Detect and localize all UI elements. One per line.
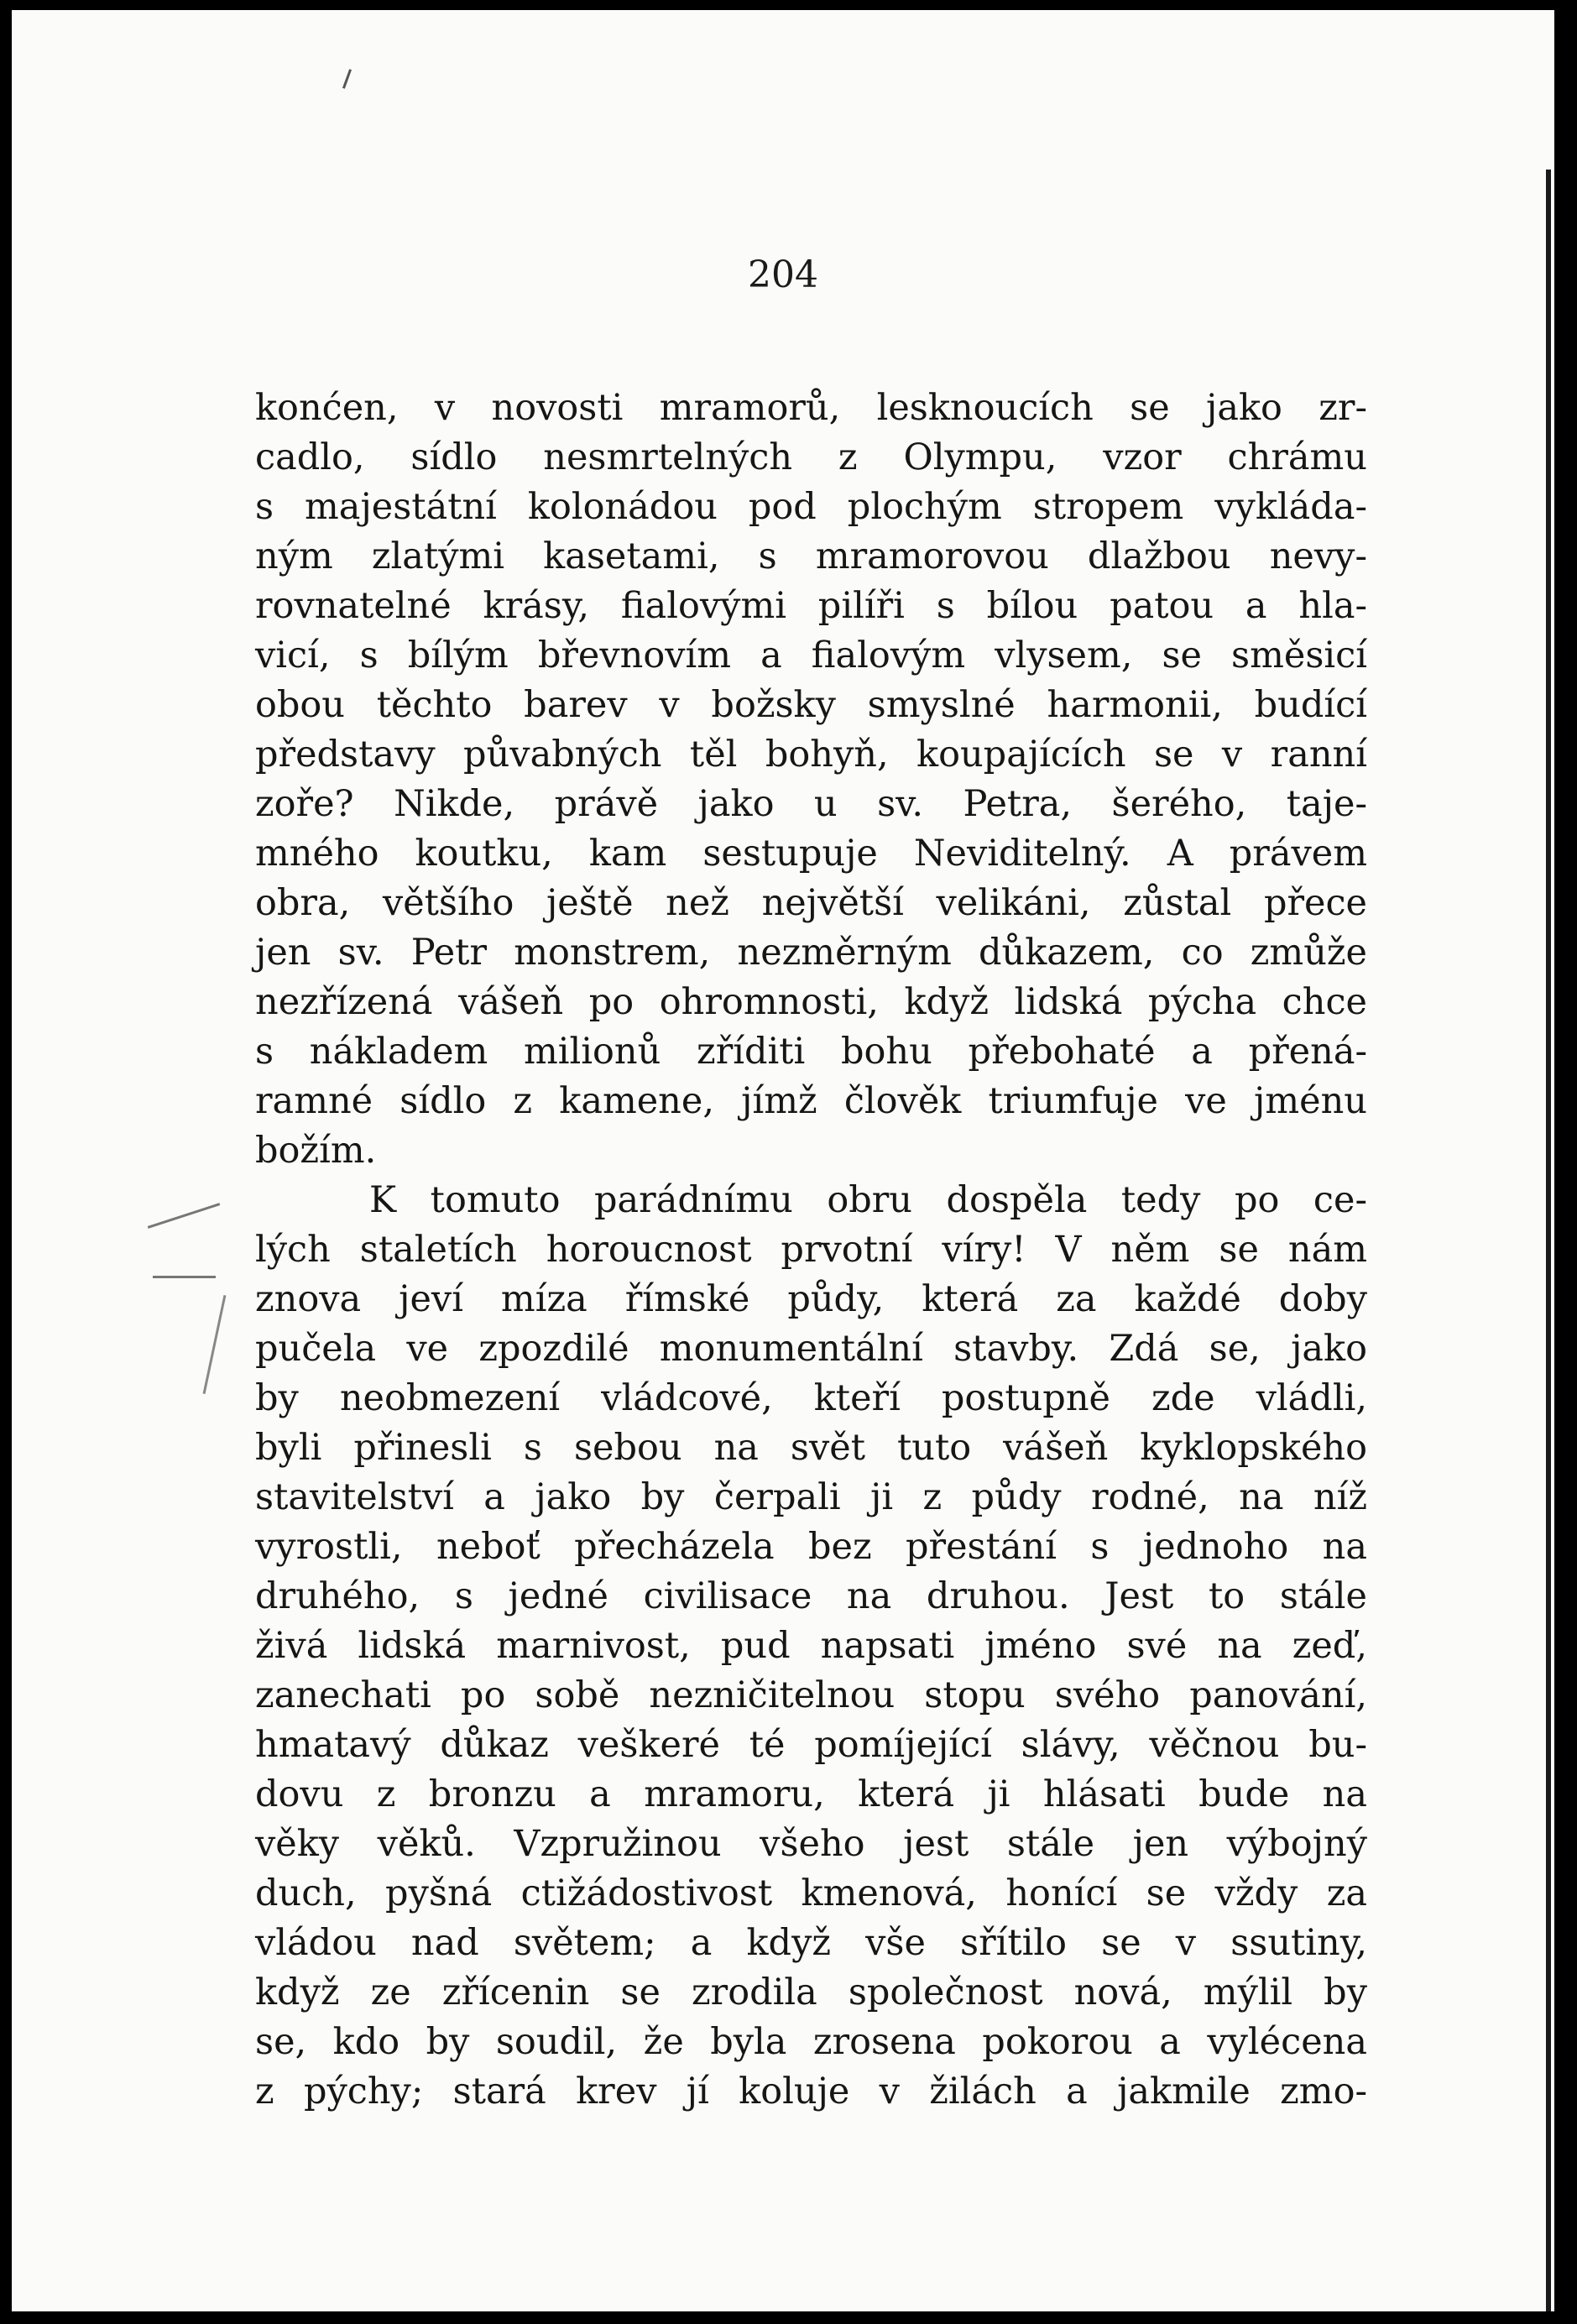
text-line: K tomuto parádnímu obru dospěla tedy po ce- [369,1179,1367,1221]
text-line: vicí, s bílým břevnovím a fialovým vlysem, se směsicí [255,635,1367,676]
text-line: vládou nad světem; a když vše sřítilo se v ssutiny, [255,1922,1367,1964]
text-line: věky věků. Vzpružinou všeho jest stále jen výbojný [255,1823,1367,1865]
text-line: ramné sídlo z kamene, jímž člověk triumfuje ve jménu [255,1080,1367,1122]
text-line: s nákladem milionů zříditi bohu přebohaté a přená- [255,1031,1367,1073]
text-line: znova jeví míza římské půdy, která za každé doby [255,1278,1367,1320]
text-line: druhého, s jedné civilisace na druhou. Jest to stále [255,1575,1367,1617]
text-line: byli přinesli s sebou na svět tuto vášeň kyklopského [255,1427,1367,1469]
paragraph-1 [255,384,1367,1176]
margin-mark [203,1295,227,1394]
text-line: obra, většího ještě než největší velikáni, zůstal přece [255,882,1367,924]
text-line: z pýchy; stará krev jí koluje v žilách a jakmile zmo- [255,2071,1367,2112]
text-line: by neobmezení vládcové, kteří postupně zde vládli, [255,1377,1367,1419]
text-line: nezřízená vášeň po ohromnosti, když lidská pýcha chce [255,981,1367,1023]
text-line: vyrostli, neboť přecházela bez přestání s jednoho na [255,1526,1367,1568]
text-line: se, kdo by soudil, že byla zrosena pokorou a vylécena [255,2021,1367,2063]
text-line: ným zlatými kasetami, s mramorovou dlažbou nevy- [255,535,1367,577]
text-line: obou těchto barev v božsky smyslné harmonii, budící [255,684,1367,726]
text-line: duch, pyšná ctižádostivost kmenová, honící se vždy za [255,1872,1367,1914]
text-line: stavitelství a jako by čerpali ji z půdy rodné, na níž [255,1476,1367,1518]
scan-border [1554,10,1577,2311]
page-number: 204 [748,253,818,296]
text-line: pučela ve zpozdilé monumentální stavby. Zdá se, jako [255,1328,1367,1370]
text-line: cadlo, sídlo nesmrtelných z Olympu, vzor chrámu [255,436,1367,478]
text-line: živá lidská marnivost, pud napsati jméno své na zeď, [255,1625,1367,1667]
text-line: dovu z bronzu a mramoru, která ji hlásati bude na [255,1773,1367,1815]
book-page [12,10,1554,2311]
text-line: zoře? Nikde, právě jako u sv. Petra, šerého, taje- [255,783,1367,825]
page-edge-shadow [1546,170,1551,2311]
text-line: zanechati po sobě nezničitelnou stopu svého panování, [255,1674,1367,1716]
body-text [255,384,1367,2117]
text-line: představy půvabných těl bohyň, koupajících se v ranní [255,734,1367,776]
text-line: s majestátní kolonádou pod plochým stropem vykláda- [255,486,1367,528]
text-line: když ze zřícenin se zrodila společnost nová, mýlil by [255,1971,1367,2013]
text-line: hmatavý důkaz veškeré té pomíjející slávy, věčnou bu- [255,1724,1367,1766]
text-line: jen sv. Petr monstrem, nezměrným důkazem, co zmůže [255,932,1367,974]
text-line: lých staletích horoucnost prvotní víry! V něm se nám [255,1229,1367,1271]
margin-mark [148,1203,221,1229]
margin-mark [153,1276,216,1278]
text-line: mného koutku, kam sestupuje Neviditelný. A právem [255,833,1367,875]
paragraph-2 [255,1176,1367,2117]
text-line: rovnatelné krásy, fialovými pilíři s bílou patou a hla- [255,585,1367,627]
text-line: božím. [255,1130,377,1172]
pen-mark [342,69,352,89]
text-line: konćen, v novosti mramorů, lesknoucích se jako zr- [255,387,1367,429]
